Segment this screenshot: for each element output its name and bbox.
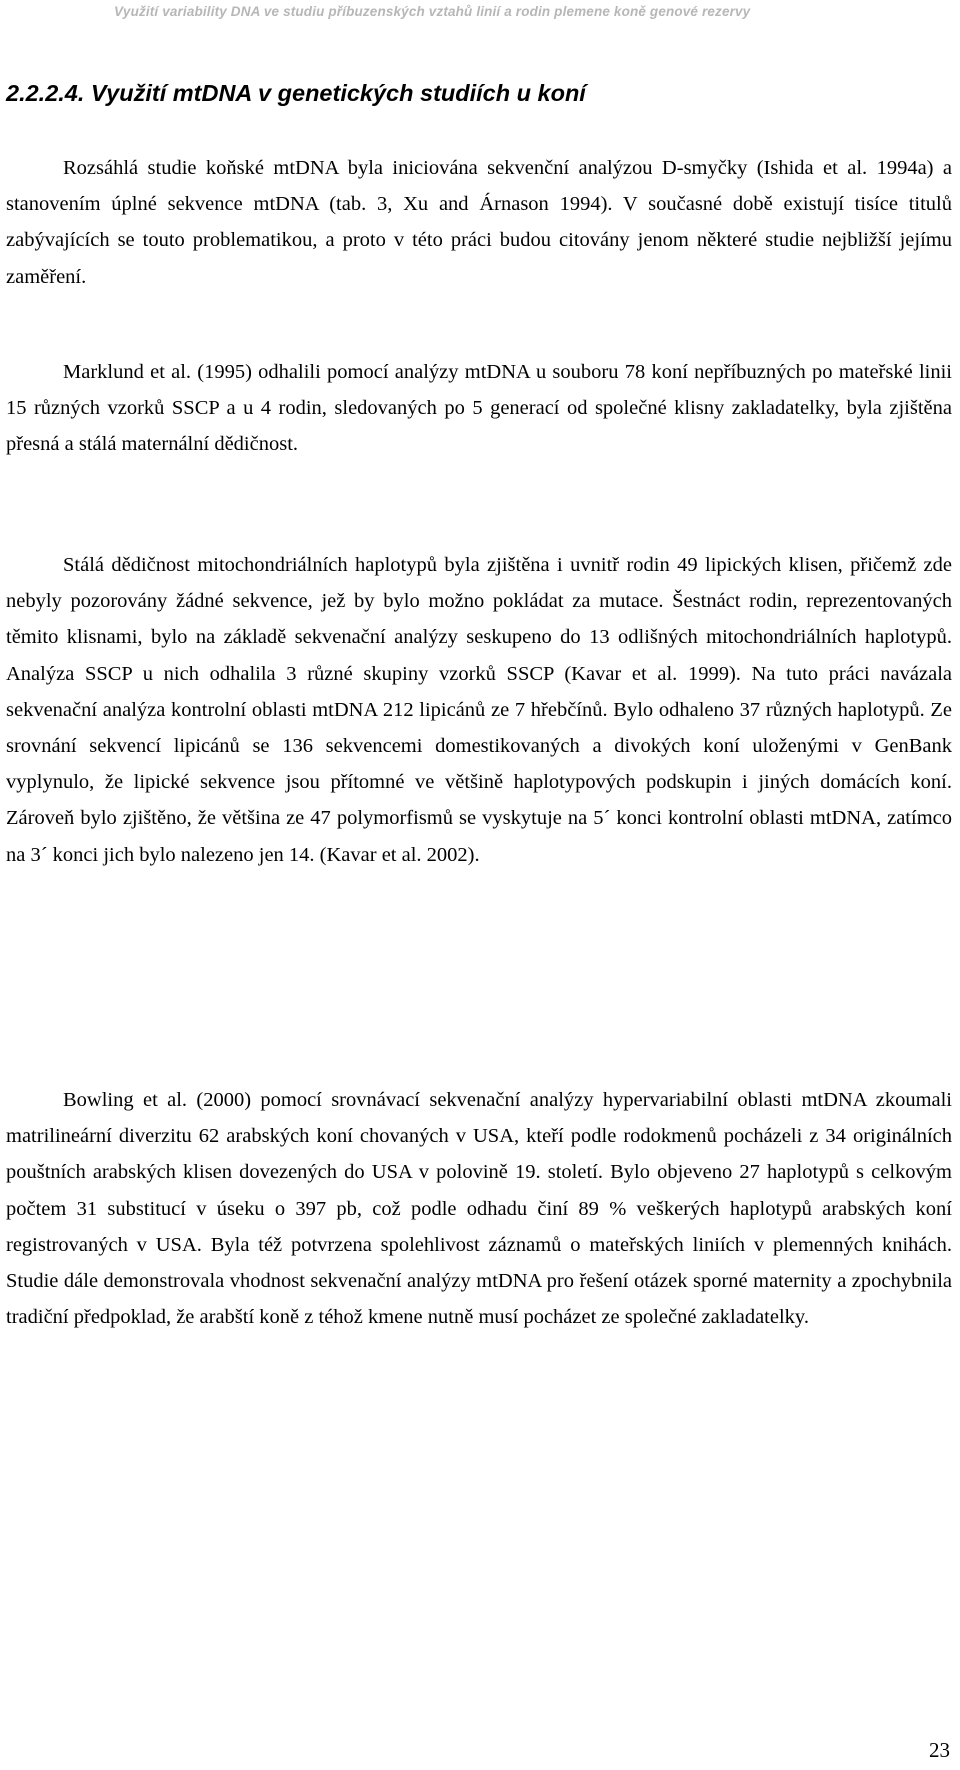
paragraph-marklund: Marklund et al. (1995) odhalili pomocí analýzy mtDNA u souboru 78 koní nepříbuzných po mateřské linii 15 různých vzorků SSCP a u 4 rodin, sledovaných po 5 generací od společné klisny zakladatelky, byla zjištěna přesná a stálá maternální dědičnost. (6, 361, 952, 456)
section-heading: 2.2.2.4. Využití mtDNA v genetických studiích u koní (6, 80, 586, 106)
paragraph-intro: Rozsáhlá studie koňské mtDNA byla iniciována sekvenční analýzou D-smyčky (Ishida et al. 1994a) a stanovením úplné sekvence mtDNA (tab. 3, Xu and Árnason 1994). V současné době existují tisíce titulů zabývajících se touto problematikou, a proto v této práci budou citovány jenom některé studie nejbližší jejímu zaměření. (6, 157, 952, 288)
running-header: Využití variability DNA ve studiu příbuzenských vztahů linií a rodin plemene koně genové rezervy (114, 4, 751, 19)
paragraph-lipizzan: Stálá dědičnost mitochondriálních haplotypů byla zjištěna i uvnitř rodin 49 lipických klisen, přičemž zde nebyly pozorovány žádné sekvence, jež by bylo možno pokládat za mutace. Šestnáct rodin, reprezentovaných těmito klisnami, bylo na základě sekvenační analýzy seskupeno do 13 odlišných mitochondriálních haplotypů. Analýza SSCP u nich odhalila 3 různé skupiny vzorků SSCP (Kavar et al. 1999). Na tuto práci navázala sekvenační analýza kontrolní oblasti mtDNA 212 lipicánů ze 7 hřebčínů. Bylo odhaleno 37 různých haplotypů. Ze srovnání sekvencí lipicánů se 136 sekvencemi domestikovaných a divokých koní uloženými v GenBank vyplynulo, že lipické sekvence jsou přítomné ve většině haplotypových podskupin i jiných domácích koní. Zároveň bylo zjištěno, že většina ze 47 polymorfismů se vyskytuje na 5´ konci kontrolní oblasti mtDNA, zatímco na 3´ konci jich bylo nalezeno jen 14. (Kavar et al. 2002). (6, 554, 952, 866)
page-number: 23 (929, 1738, 950, 1762)
paragraph-bowling: Bowling et al. (2000) pomocí srovnávací sekvenační analýzy hypervariabilní oblasti mtDNA zkoumali matrilineární diverzitu 62 arabských koní chovaných v USA, kteří podle rodokmenů pocházeli z 34 originálních pouštních arabských klisen dovezených do USA v polovině 19. století. Bylo objeveno 27 haplotypů s celkovým počtem 31 substitucí v úseku o 397 pb, což podle odhadu činí 89 % veškerých haplotypů arabských koní registrovaných v USA. Byla též potvrzena spolehlivost záznamů o mateřských liniích v plemenných knihách. Studie dále demonstrovala vhodnost sekvenační analýzy mtDNA pro řešení otázek sporné maternity a zpochybnila tradiční předpoklad, že arabští koně z téhož kmene nutně musí pocházet ze společné zakladatelky. (6, 1089, 952, 1329)
